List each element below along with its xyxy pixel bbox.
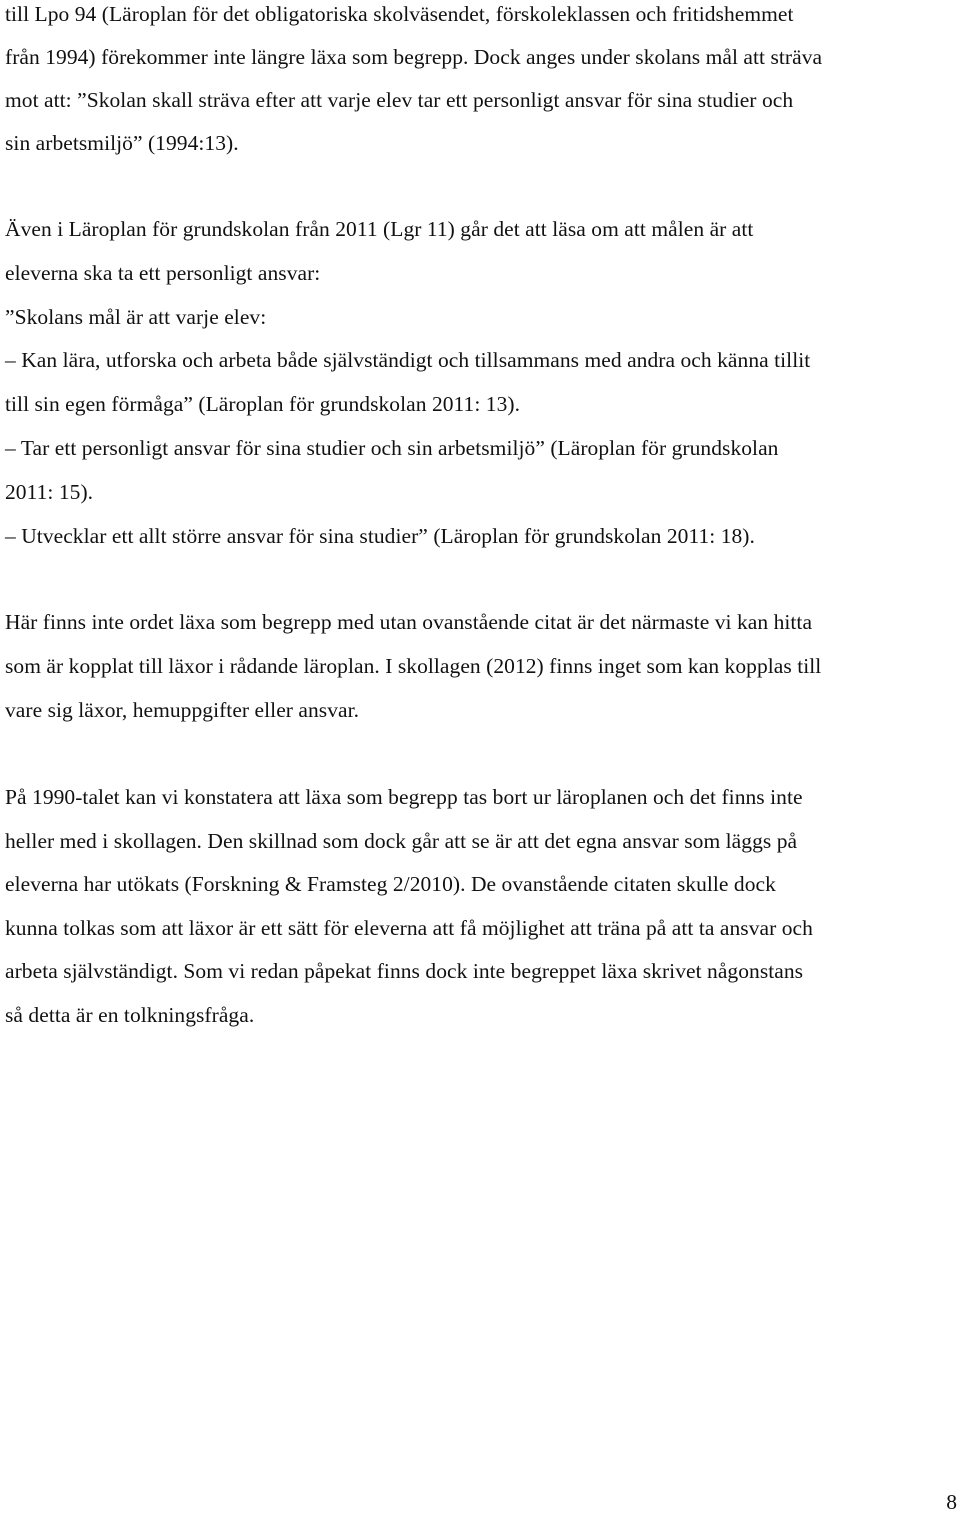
text-line: mot att: ”Skolan skall sträva efter att varje elev tar ett personligt ansvar för sina studier och — [5, 88, 794, 112]
text-line: eleverna har utökats (Forskning & Framsteg 2/2010). De ovanstående citaten skulle dock — [5, 872, 776, 896]
text-line: så detta är en tolkningsfråga. — [5, 1003, 255, 1027]
text-line: från 1994) förekommer inte längre läxa som begrepp. Dock anges under skolans mål att sträva — [5, 45, 823, 69]
text-line: heller med i skollagen. Den skillnad som dock går att se är att det egna ansvar som läggs på — [5, 829, 798, 853]
text-line: Här finns inte ordet läxa som begrepp med utan ovanstående citat är det närmaste vi kan hitta — [5, 610, 813, 634]
text-line: till Lpo 94 (Läroplan för det obligatoriska skolväsendet, förskoleklassen och fritidshemmet — [5, 2, 794, 26]
quote-item: – Kan lära, utforska och arbeta både självständigt och tillsammans med andra och känna tillit — [5, 348, 811, 372]
text-line: På 1990-talet kan vi konstatera att läxa som begrepp tas bort ur läroplanen och det finns inte — [5, 785, 803, 809]
quote-item: – Utvecklar ett allt större ansvar för sina studier” (Läroplan för grundskolan 2011: 18). — [5, 524, 755, 548]
text-line: som är kopplat till läxor i rådande läroplan. I skollagen (2012) finns inget som kan kopplas till — [5, 654, 822, 678]
text-line: vare sig läxor, hemuppgifter eller ansvar. — [5, 698, 360, 722]
text-line: eleverna ska ta ett personligt ansvar: — [5, 261, 321, 285]
text-line: till sin egen förmåga” (Läroplan för grundskolan 2011: 13). — [5, 392, 521, 416]
page-number: 8 — [946, 1490, 957, 1514]
text-line: 2011: 15). — [5, 480, 94, 504]
text-line: arbeta självständigt. Som vi redan påpekat finns dock inte begreppet läxa skrivet någonstans — [5, 959, 804, 983]
text-line: kunna tolkas som att läxor är ett sätt för eleverna att få möjlighet att träna på att ta ansvar och — [5, 916, 813, 940]
text-line: sin arbetsmiljö” (1994:13). — [5, 131, 239, 155]
quote-heading: ”Skolans mål är att varje elev: — [5, 305, 267, 329]
text-line: Även i Läroplan för grundskolan från 2011 (Lgr 11) går det att läsa om att målen är att — [5, 217, 754, 241]
quote-item: – Tar ett personligt ansvar för sina studier och sin arbetsmiljö” (Läroplan för grundskolan — [5, 436, 779, 460]
